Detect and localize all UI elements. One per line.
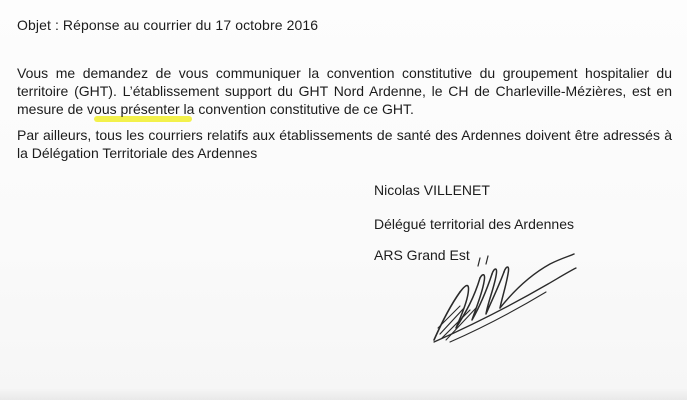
handwritten-signature xyxy=(420,248,580,348)
signatory-name: Nicolas VILLENET xyxy=(374,182,490,198)
signatory-organization: ARS Grand Est xyxy=(374,247,470,263)
paragraph-request-line-1: Vous me demandez de vous communiquer la convention constitutive du groupement hospitalier du xyxy=(17,65,672,81)
paragraph-addressing-line-2: la Délégation Territoriale des Ardennes xyxy=(17,145,258,161)
paragraph-request-line-2: territoire (GHT). L’établissement support du GHT Nord Ardenne, le CH de Charleville-Mézières, est en xyxy=(17,83,672,99)
paragraph-request-line-3: mesure de vous présenter la convention constitutive de ce GHT. xyxy=(17,101,414,117)
paragraph-addressing-line-1: Par ailleurs, tous les courriers relatifs aux établissements de santé des Ardennes doivent être adressés à xyxy=(17,127,672,143)
scan-bottom-edge xyxy=(0,388,687,400)
paragraph-request xyxy=(17,64,672,118)
paragraph-addressing xyxy=(17,126,672,162)
letter-subject: Objet : Réponse au courrier du 17 octobre 2016 xyxy=(17,17,319,33)
signatory-role: Délégué territorial des Ardennes xyxy=(374,216,575,232)
